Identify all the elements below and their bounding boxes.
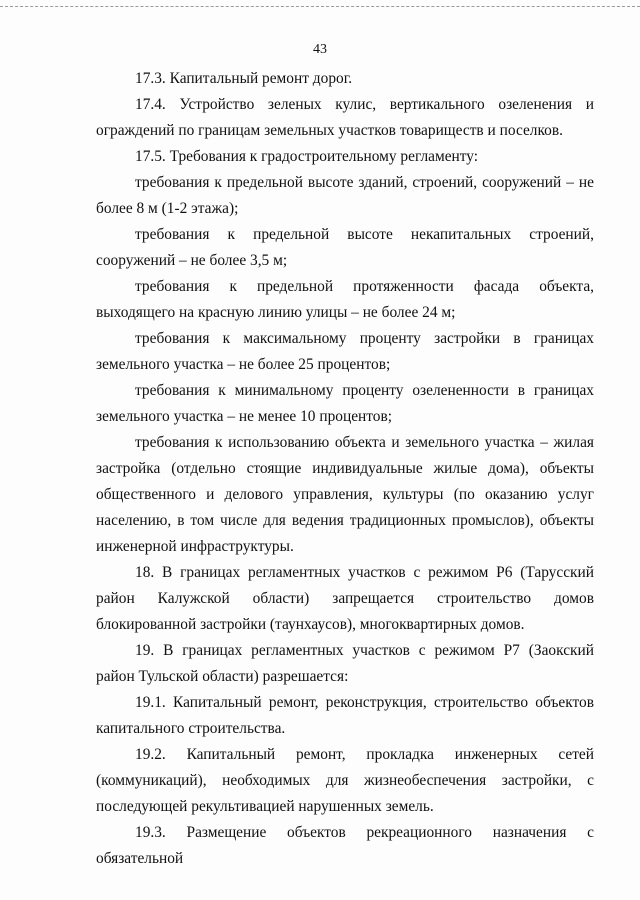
paragraph-17-4: 17.4. Устройство зеленых кулис, вертикального озеленения и ограждений по границам земельных участков товариществ и поселков. bbox=[96, 96, 594, 139]
requirement-facade-length: требования к предельной протяженности фасада объекта, выходящего на красную линию улицы – не более 24 м; bbox=[96, 278, 594, 321]
top-scan-edge bbox=[0, 6, 640, 7]
paragraph-19-2: 19.2. Капитальный ремонт, прокладка инженерных сетей (коммуникаций), необходимых для жизнеобеспечения застройки, с последующей рекультивацией нарушенных земель. bbox=[96, 746, 594, 815]
paragraph-19-3: 19.3. Размещение объектов рекреационного назначения с обязательной bbox=[96, 824, 594, 867]
document-body bbox=[96, 66, 594, 872]
requirement-building-height: требования к предельной высоте зданий, строений, сооружений – не более 8 м (1-2 этажа); bbox=[96, 174, 594, 217]
requirement-temporary-structures-height: требования к предельной высоте некапитальных строений, сооружений – не более 3,5 м; bbox=[96, 226, 594, 269]
requirement-min-greenery: требования к минимальному проценту озелененности в границах земельного участка – не менее 10 процентов; bbox=[96, 382, 594, 425]
requirement-land-use: требования к использованию объекта и земельного участка – жилая застройка (отдельно стоящие индивидуальные жилые дома), объекты общественного и делового управления, культуры (по оказанию услуг населению, в том числе для ведения традиционных промыслов), объекты инженерной инфраструктуры. bbox=[96, 434, 594, 555]
paragraph-19-1: 19.1. Капитальный ремонт, реконструкция, строительство объектов капитального строительства. bbox=[96, 694, 594, 737]
paragraph-18: 18. В границах регламентных участков с режимом Р6 (Тарусский район Калужской области) запрещается строительство домов блокированной застройки (таунхаусов), многоквартирных домов. bbox=[96, 564, 594, 633]
paragraph-19: 19. В границах регламентных участков с режимом Р7 (Заокский район Тульской области) разрешается: bbox=[96, 642, 594, 685]
page-number: 43 bbox=[313, 42, 327, 57]
requirement-max-building-coverage: требования к максимальному проценту застройки в границах земельного участка – не более 25 процентов; bbox=[96, 330, 594, 373]
paragraph-17-5: 17.5. Требования к градостроительному регламенту: bbox=[135, 148, 479, 165]
paragraph-17-3: 17.3. Капитальный ремонт дорог. bbox=[135, 70, 353, 87]
